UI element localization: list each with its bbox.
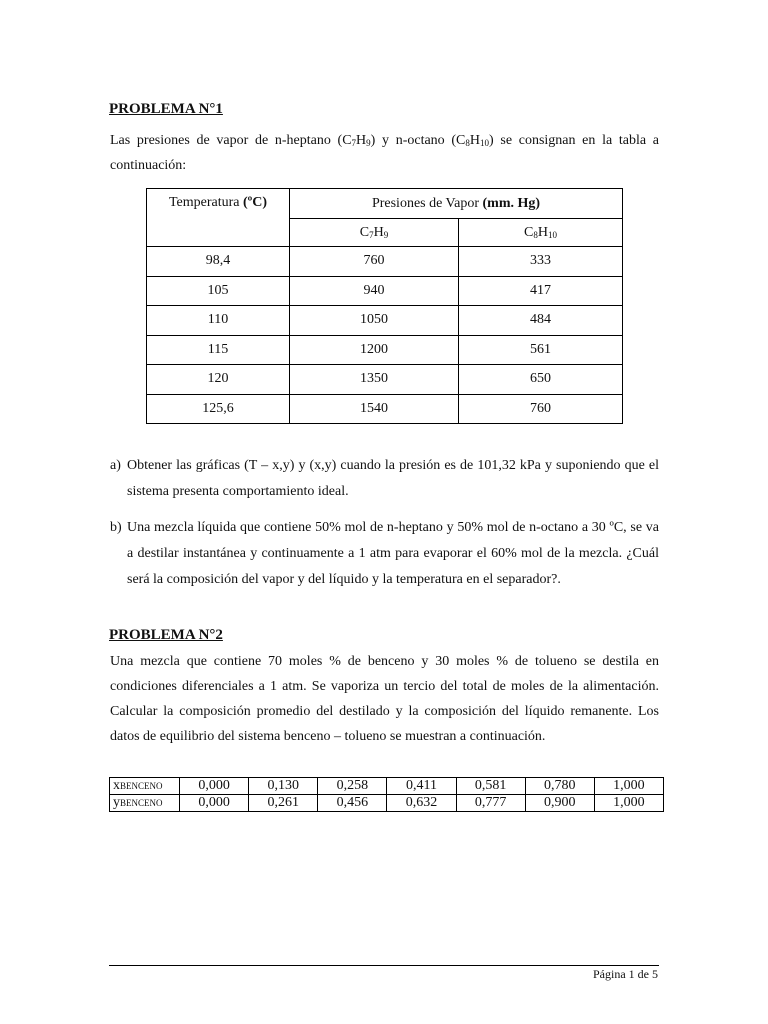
header-heptane: $C_7H_9$ bbox=[290, 219, 459, 247]
header-octane: $C_8H_{10}$ bbox=[459, 219, 623, 247]
problem2-text: Una mezcla que contiene 70 moles % de benceno y 30 moles % de tolueno se destila en condiciones diferenciales a 1 atm. Se vaporiza un tercio del total de moles de la alimentación. Calcular la composición promedio del destilado y la composición del líquido remanente. Los datos de equilibrio del sistema benceno – tolueno se muestran a continuación. bbox=[110, 654, 659, 744]
problem2-title: PROBLEMA N°2 bbox=[109, 627, 223, 643]
problem1-item-a: a) Obtener las gráficas (T – x,y) y (x,y) cuando la presión es de 101,32 kPa y suponiendo que el sistema presenta comportamiento ideal. bbox=[110, 458, 659, 499]
problem1-intro: Las presiones de vapor de n-heptano $(C_7H_9)$ y n-octano $(C_8H_{10})$ se consignan en la tabla a continuación: bbox=[110, 133, 660, 173]
table-row: xBENCENO 0,000 0,130 0,258 0,411 0,581 0,780 1,000 bbox=[110, 778, 664, 795]
table-row: 115 1200 561 bbox=[147, 335, 623, 365]
vapor-pressure-table bbox=[146, 188, 623, 424]
table-row: 98,4 760 333 bbox=[147, 247, 623, 277]
table-row: 105 940 417 bbox=[147, 276, 623, 306]
problem1-title: PROBLEMA N°1 bbox=[109, 101, 223, 117]
table-row: 110 1050 484 bbox=[147, 306, 623, 336]
header-vapor-pressures: Presiones de Vapor (mm. Hg) bbox=[290, 189, 623, 219]
y-benzene-label: yBENCENO bbox=[110, 795, 180, 812]
page-number: Página 1 de 5 bbox=[593, 967, 658, 981]
table-row: 120 1350 650 bbox=[147, 365, 623, 395]
table-row: 125,6 1540 760 bbox=[147, 394, 623, 424]
footer-divider bbox=[109, 965, 659, 966]
table-row: yBENCENO 0,000 0,261 0,456 0,632 0,777 0,900 1,000 bbox=[110, 795, 664, 812]
problem1-item-b: b) Una mezcla líquida que contiene 50% mol de n-heptano y 50% mol de n-octano a 30 ºC, se va a destilar instantánea y continuamente a 1 atm para evaporar el 60% mol de la mezcla. ¿Cuál será la composición del vapor y del líquido y la temperatura en el separador?. bbox=[110, 520, 659, 587]
x-benzene-label: xBENCENO bbox=[110, 778, 180, 795]
header-temperature: Temperatura (ºC) bbox=[147, 189, 290, 247]
equilibrium-table bbox=[109, 777, 664, 812]
